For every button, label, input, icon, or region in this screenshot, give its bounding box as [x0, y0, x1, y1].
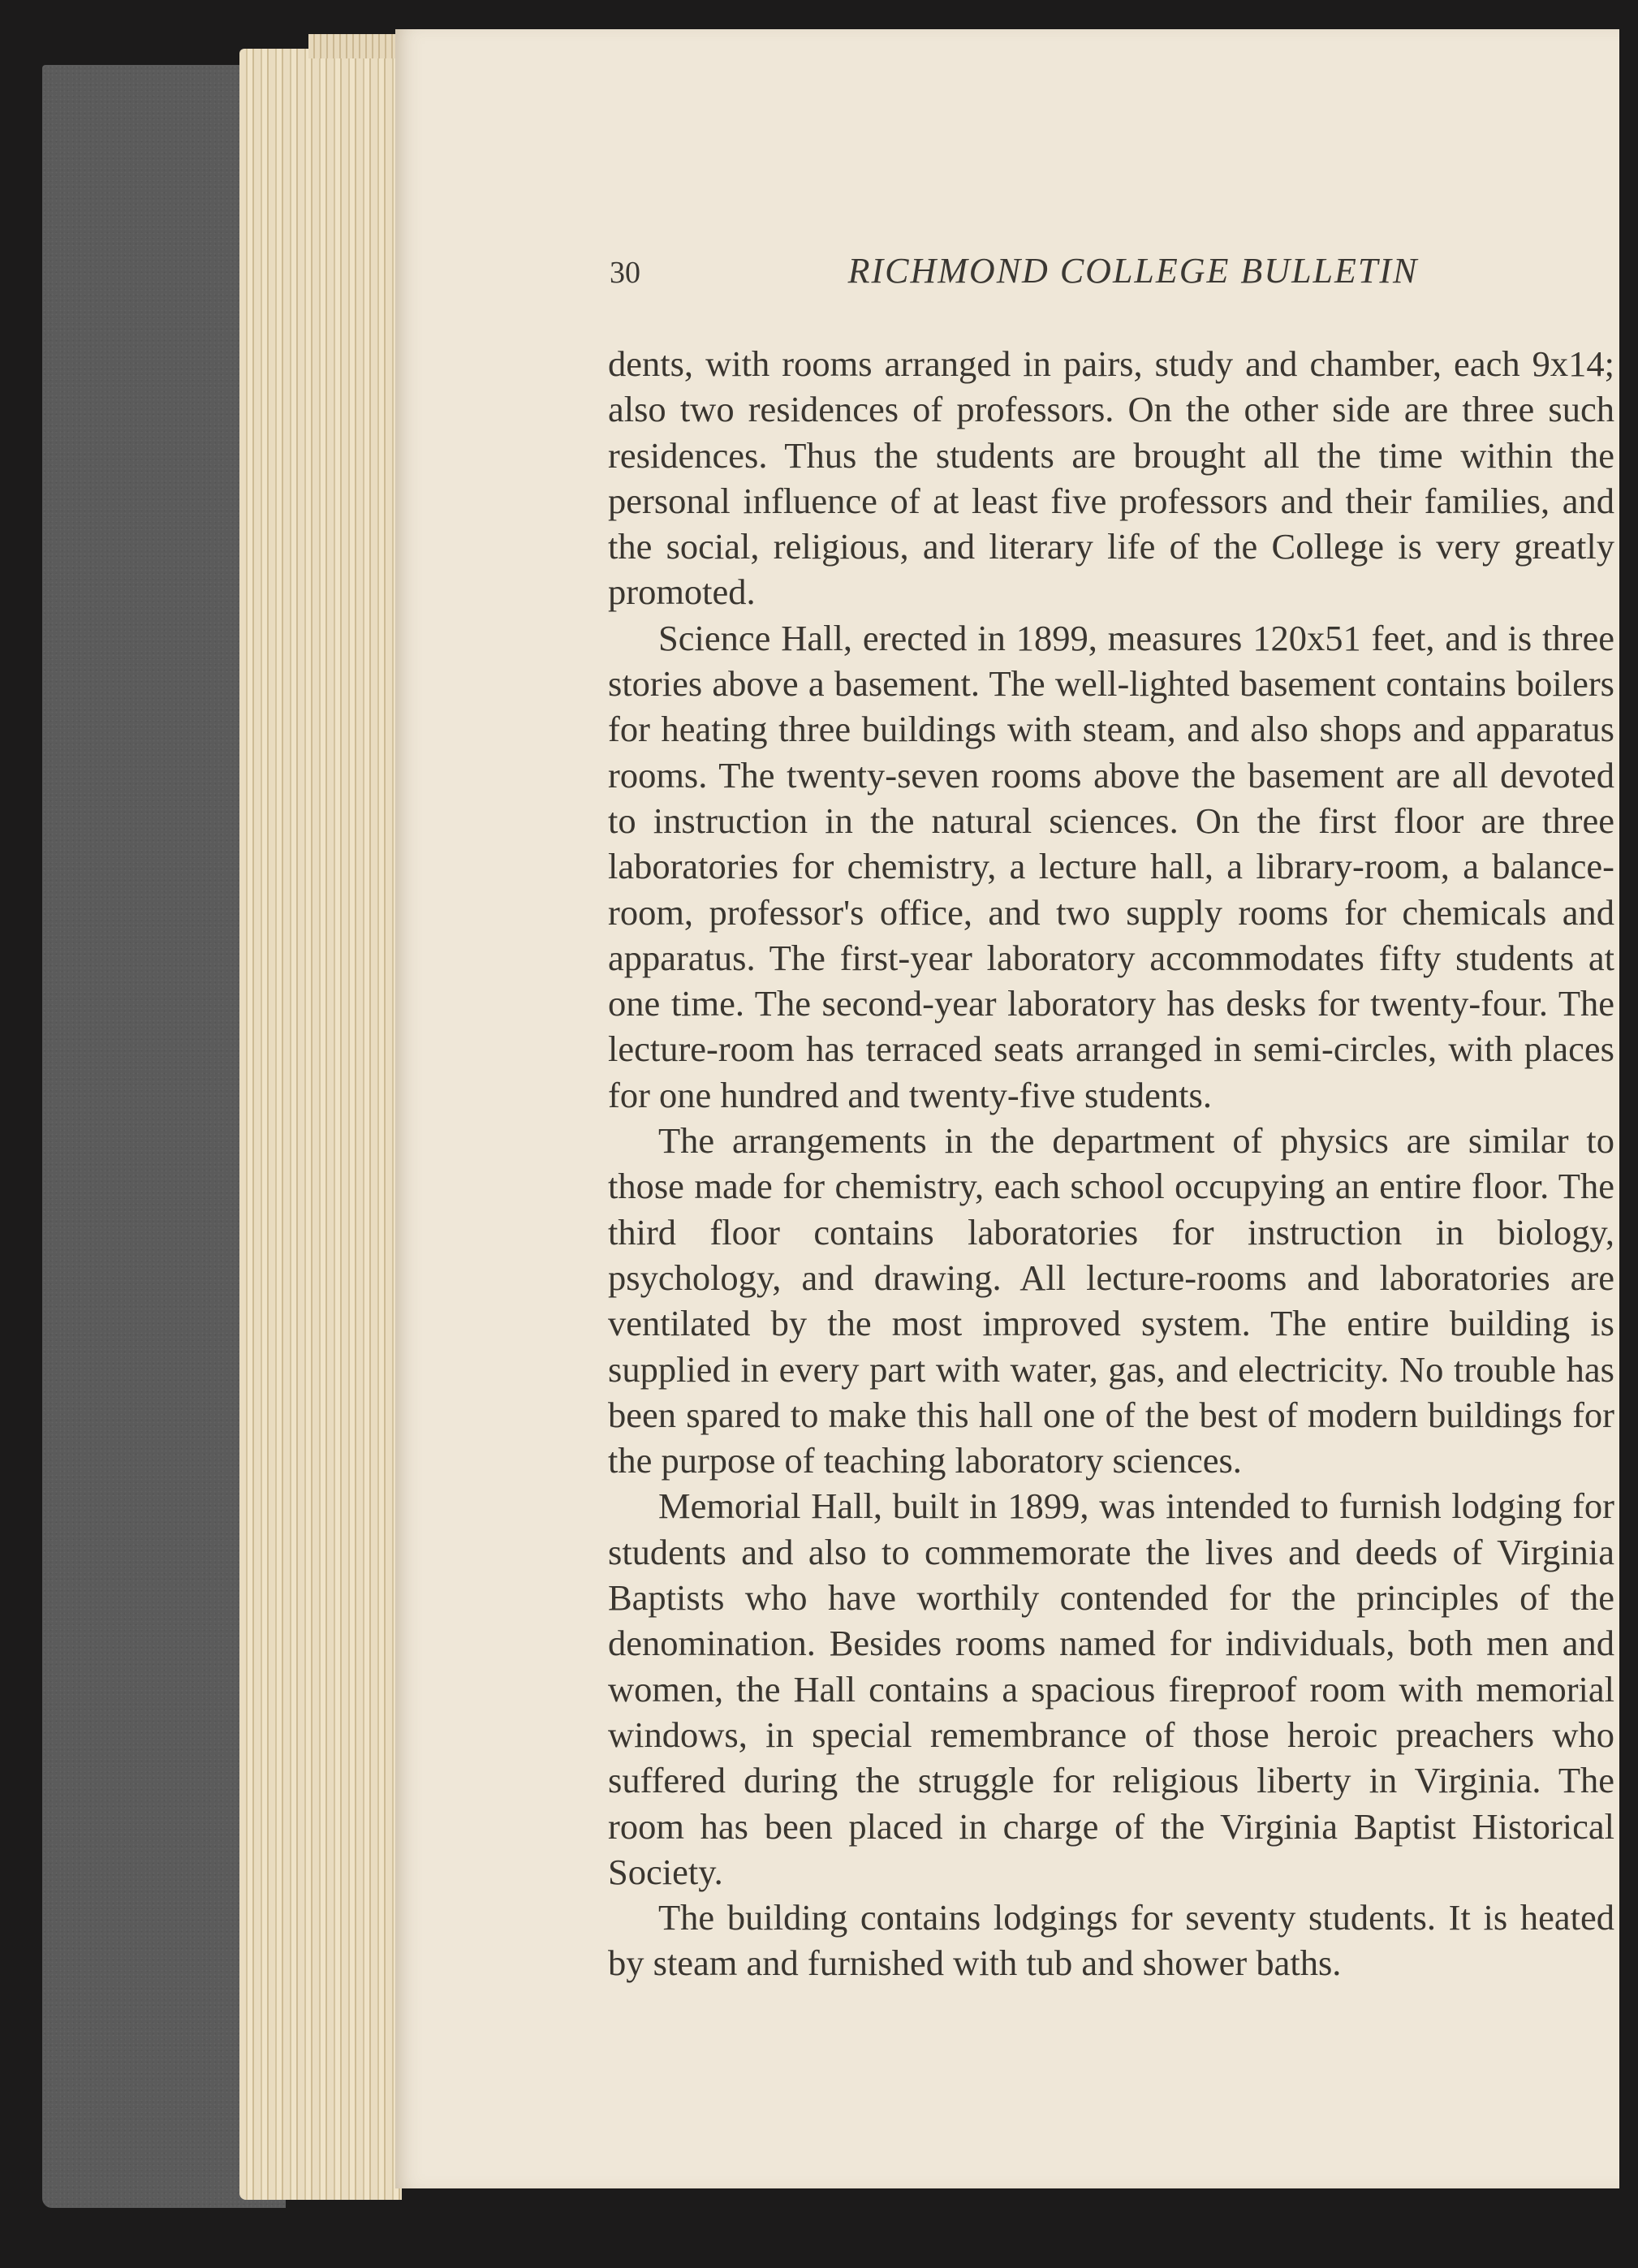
paragraph-1: dents, with rooms arranged in pairs, study and chamber, each 9x14; also two residences of professors. On the other side are three such residences. Thus the students are brought all the time within the personal influence of at least five professors and their families, and the social, religious, and literary life of the College is very greatly promoted.	[608, 343, 1614, 613]
page-number: 30	[610, 256, 640, 290]
paragraph-2: Science Hall, erected in 1899, measures 120x51 feet, and is three stories above a basement. The well-lighted basement contains boilers for heating three buildings with steam, and also shops and apparatus rooms. The twenty-seven rooms above the basement are all devoted to instruction in the natural sciences. On the first floor are three laboratories for chemistry, a lecture hall, a library-room, a balance-room, professor's office, and two supply rooms for chemicals and apparatus. The first-year laboratory accommodates fifty students at one time. The second-year laboratory has desks for twenty-four. The lecture-room has terraced seats arranged in semi-circles, with places for one hundred and twenty-five students.	[608, 617, 1614, 1115]
paragraph-4: Memorial Hall, built in 1899, was intended to furnish lodging for students and also to commemorate the lives and deeds of Virginia Baptists who have worthily contended for the principles of the denomination. Besides rooms named for individuals, both men and women, the Hall contains a spacious fireproof room with memorial windows, in special remembrance of those heroic preachers who suffered during the struggle for religious liberty in Virginia. The room has been placed in charge of the Virginia Baptist Historical Society.	[608, 1485, 1614, 1892]
paragraph-3: The arrangements in the department of physics are similar to those made for chemistry, each school occupying an entire floor. The third floor contains laboratories for instruction in biology, psychology, and drawing. All lecture-rooms and laboratories are ventilated by the most improved system. The entire building is supplied in every part with water, gas, and electricity. No trouble has been spared to make this hall one of the best of modern buildings for the purpose of teaching laboratory sciences.	[608, 1120, 1614, 1481]
page-edges	[239, 49, 402, 2200]
body-text	[608, 341, 1614, 1986]
book-page	[395, 29, 1619, 2188]
paragraph-5: The building contains lodgings for seventy students. It is heated by steam and furnished with tub and shower baths.	[608, 1897, 1614, 1984]
running-title: RICHMOND COLLEGE BULLETIN	[847, 251, 1419, 291]
page-header	[610, 250, 1638, 299]
